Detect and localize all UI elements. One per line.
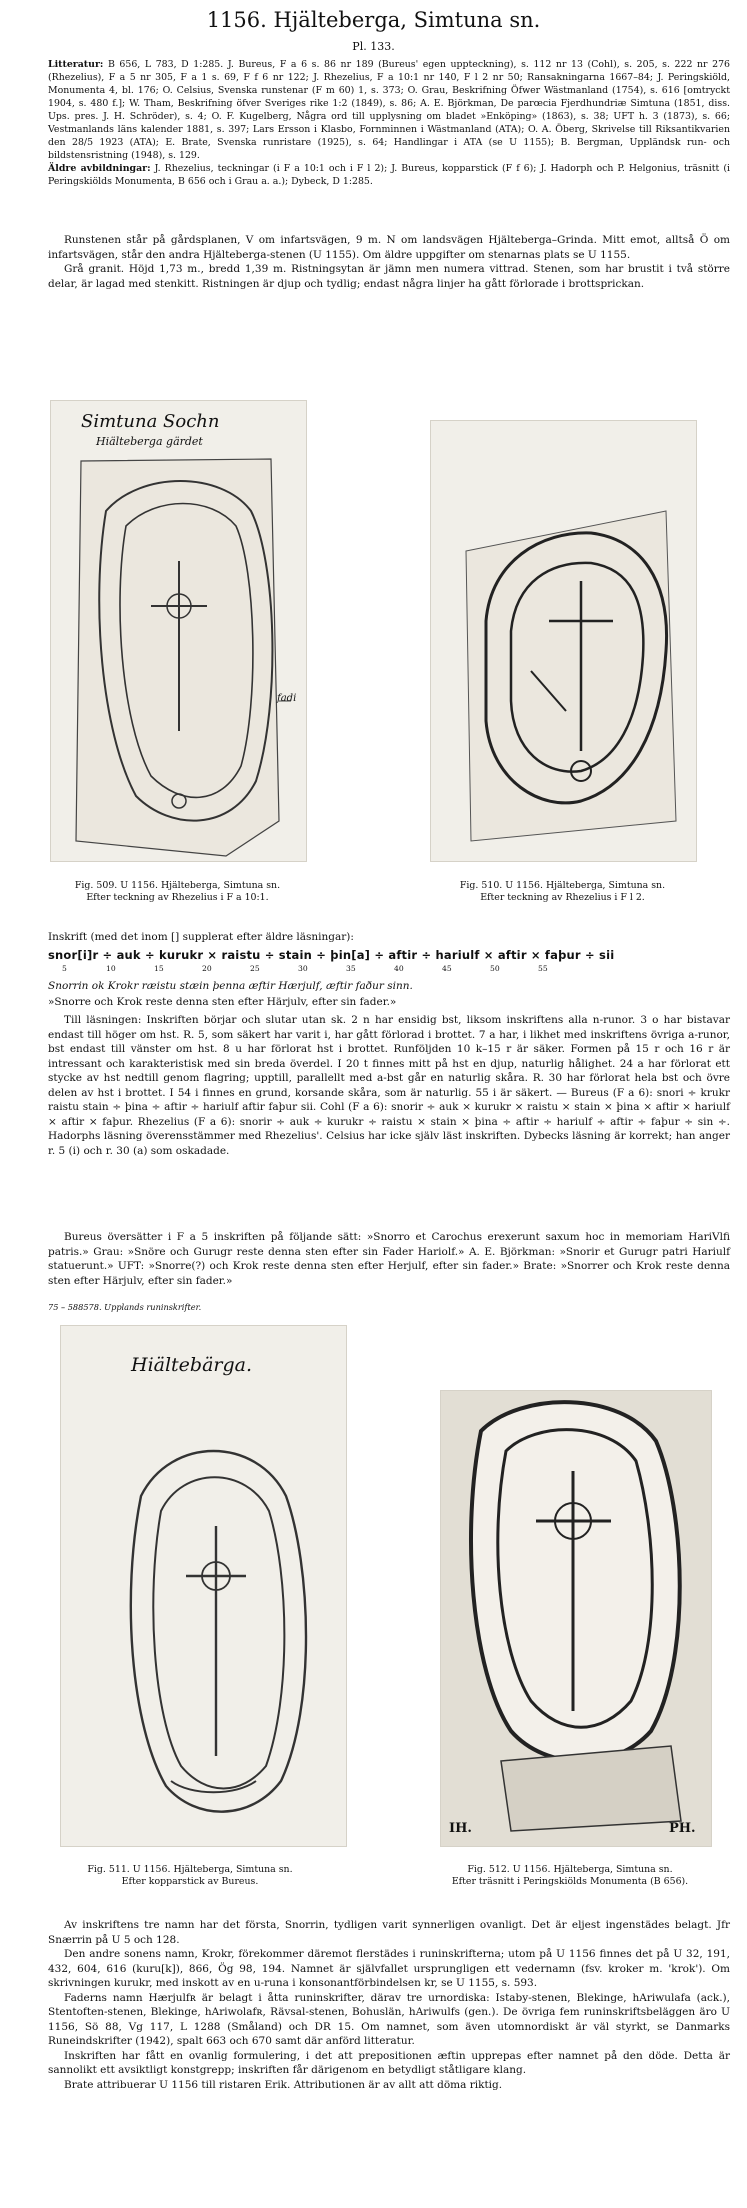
bureus-engraving (61, 1326, 346, 1846)
intro-paragraph: Grå granit. Höjd 1,73 m., bredd 1,39 m. Ristningsytan är jämn men numera vittrad. Stenen, som har brustit i två större delar, är lagad med stenkitt. Ristningen är djup och tydlig; endast några linjer ha gått förlorade i brottsprickan. (48, 263, 730, 290)
caption-line: Fig. 512. U 1156. Hjälteberga, Simtuna sn. (467, 1864, 673, 1875)
closing-paragraph: Den andre sonens namn, Krokr, förekommer däremot flerstädes i runinskrifterna; utom på U 1156 finnes det på U 32, 191, 432, 604, 616 (kuru[k]), 866, Ög 98, 194. Namnet är självfallet ursprungligen ett vedernamn (fsv. kroker m. 'krok'). Om skrivningen kurukr, med inskott av en u-runa i konsonantförbindelsen kr, se U 1155, s. 593. (48, 1948, 730, 1989)
swedish-translation: »Snorre och Krok reste denna sten efter Härjulv, efter sin fader.» (48, 996, 397, 1008)
runic-transliteration: snor[i]r ÷ auk ÷ kurukr × raistu ÷ stain ÷ þin[a] ÷ aftir ÷ hariulf × aftir × faþur ÷ sii (48, 948, 615, 962)
rune-number: 40 (394, 964, 404, 973)
figure-512-caption (420, 1864, 720, 1888)
older-translations: Bureus översätter i F a 5 inskriften på följande sätt: »Snorro et Carochus erexerunt saxum hoc in memoriam HariVlfi patris.» Grau: »Snöre och Gurugr reste denna sten efter sin Fader Hariolf.» A. E. Björkman: »Snorir et Gurugr patri Hariulf statuerunt.» UFT: »Snorre(?) och Krok reste denna sten efter Herjulf, efter sin fader.» Brate: »Snorrer och Krok reste denna sten efter Härjulv, efter sin fader.» (48, 1231, 730, 1287)
rune-number: 5 (62, 964, 67, 973)
literature-label: Litteratur: (48, 59, 104, 70)
engraving-title: Hiältebärga. (131, 1354, 253, 1376)
literature-section (48, 58, 730, 188)
intro-section (48, 233, 730, 291)
figure-511-engraving (60, 1325, 347, 1847)
caption-line: Fig. 509. U 1156. Hjälteberga, Simtuna sn. (74, 880, 281, 891)
figure-511-caption (40, 1864, 340, 1888)
inscription-label: Inskrift (med det inom [] supplerat efter äldre läsningar): (48, 931, 354, 943)
older-images-text: J. Rhezelius, teckningar (i F a 10:1 och i F l 2); J. Bureus, kopparstick (F f 6); J. Hadorph och P. Helgonius, träsnitt (i Peringskiölds Monumenta, B 656 och i Grau a. a.); Dybeck, D 1:285. (48, 163, 730, 187)
older-images-label: Äldre avbildningar: (48, 163, 151, 174)
closing-paragraph: Brate attribuerar U 1156 till ristaren Erik. Attributionen är av allt att döma riktig. (64, 2078, 503, 2091)
caption-line: Fig. 511. U 1156. Hjälteberga, Simtuna sn. (87, 1864, 293, 1875)
page-footer-note: 75 – 588578. Upplands runinskrifter. (48, 1302, 202, 1312)
closing-paragraph: Inskriften har fått en ovanlig formulering, i det att prepositionen æftin upprepas efter namnet på den döde. Detta är sannolikt ett avsiktligt konstgrepp; inskriften får därigenom en betydligt ståtligare klang. (48, 2049, 730, 2076)
figure-509-drawing (50, 400, 307, 862)
reading-commentary: Till läsningen: Inskriften börjar och slutar utan sk. 2 n har ensidig bst, liksom inskriftens alla n-runor. 3 o har bistavar endast till höger om hst. R. 5, som säkert har varit i, har gått förlorad i brottet. 7 a har, i likhet med inskriftens övriga a-runor, bst endast till vänster om hst. 8 u har förlorat hst i brottet. Runföljden 10 k–15 r är säker. Formen på 15 r och 16 r är intressant och karakteristisk med sin breda överdel. I 20 t finnes mitt på hst en djup, naturlig hålighet. 24 a har förlorat ett stycke av hst nedtill genom flagring; upptill, parallellt med a-bst går en naturlig skåra. R. 30 har förlorat hela bst och övre delen av hst i brottet. I 54 i finnes en grund, korsande skåra, som är naturlig. 55 i är säkert. — Bureus (F a 6): snori ÷ krukr raistu stain ÷ þina ÷ aftir ÷ hariulf aftir faþur sii. Cohl (F a 6): snorir ÷ auk × kurukr × raistu × stain × þina × aftir × hariulf × aftir × faþur. Rhezelius (F a 6): snorir ÷ auk ÷ kurukr ÷ raistu × stain × þina ÷ aftir ÷ hariulf ÷ aftir ÷ faþur ÷ sin ÷. Hadorphs läsning överensstämmer med Rhezelius'. Celsius har icke själv läst inskriften. Dybecks läsning är korrekt; han anger r. 5 (i) och r. 30 (a) som oskadade. (48, 1014, 730, 1157)
figure-512-woodcut (440, 1390, 712, 1847)
closing-paragraph: Av inskriftens tre namn har det första, Snorrin, tydligen varit synnerligen ovanligt. Det är eljest ingenstädes belagt. Jfr Snærrin på U 5 och 128. (48, 1919, 730, 1946)
caption-line: Efter träsnitt i Peringskiölds Monumenta (B 656). (451, 1876, 689, 1887)
peringskiold-woodcut (441, 1391, 711, 1846)
caption-line: Efter kopparstick av Bureus. (121, 1876, 259, 1887)
rune-number: 55 (538, 964, 548, 973)
drawing-inscription: Simtuna Sochn (81, 411, 220, 432)
plate-number: Pl. 133. (352, 40, 395, 53)
drawing-side-mark: fadi (277, 693, 297, 704)
rune-number: 25 (250, 964, 260, 973)
rune-number: 10 (106, 964, 116, 973)
caption-line: Efter teckning av Rhezelius i F l 2. (480, 892, 645, 903)
rune-number: 50 (490, 964, 500, 973)
drawing-subtitle: Hiälteberga gärdet (96, 435, 203, 448)
closing-section (48, 1918, 730, 2092)
figure-510-caption (430, 880, 695, 904)
rhezelius-drawing-1 (51, 401, 306, 861)
page-title: 1156. Hjälteberga, Simtuna sn. (206, 8, 541, 32)
rune-number: 35 (346, 964, 356, 973)
woodcut-signature-left: IH. (449, 1821, 472, 1836)
woodcut-signature-right: PH. (669, 1821, 696, 1836)
caption-line: Efter teckning av Rhezelius i F a 10:1. (86, 892, 269, 903)
old-norse-normalization: Snorrin ok Krokr ræistu stæin þenna æftir Hærjulf, æftir faður sinn. (48, 980, 413, 992)
closing-paragraph: Faderns namn Hærjulfʀ är belagt i åtta runinskrifter, därav tre urnordiska: Istaby-stenen, Blekinge, hAriwulafa (ack.), Stentoften-stenen, Blekinge, hAriwolafʀ, Rävsal-stenen, Bohuslän, hAriwulfs (gen.). De övriga fem runinskriftsbeläggen äro U 1156, Sö 88, Vg 117, L 1288 (Småland) och DR 15. Om namnet, som även utomnordiskt är väl styrkt, se Danmarks Runeindskrifter (1942), spalt 663 och 670 samt där anförd litteratur. (48, 1991, 730, 2047)
literature-text: B 656, L 783, D 1:285. J. Bureus, F a 6 s. 86 nr 189 (Bureus' egen uppteckning), s. 112 nr 13 (Cohl), s. 205, s. 222 nr 276 (Rhezelius), F a 5 nr 305, F a 1 s. 69, F f 6 nr 122; J. Rhezelius, F a 10:1 nr 140, F l 2 nr 50; Ransakningarna 1667–84; J. Peringskiöld, Monumenta 4, bl. 176; O. Celsius, Svenska runstenar (F m 60) 1, s. 373; O. Grau, Beskrifning Öfwer Wästmanland (1754), s. 616 [omtryckt 1904, s. 480 f.]; W. Tham, Beskrifning öfver Sveriges rike 1:2 (1849), s. 86; A. E. Björkman, De parœcia Fjerdhundriæ Simtuna (1851, diss. Ups. pres. J. H. Schröder), s. 4; O. F. Kugelberg, Några ord till upplysning om bladet »Enköping» (1863), s. 38; UFT h. 3 (1873), s. 66; Vestmanlands läns kalender 1881, s. 397; Lars Ersson i Klasbo, Fornminnen i Wästmanland (ATA); O. A. Öberg, Skrivelse till Riksantikvarien den 28/5 1923 (ATA); E. Brate, Svenska runristare (1925), s. 64; Handlingar i ATA (se U 1155); B. Bergman, Uppländsk run- och bildstensristning (1948), s. 129. (48, 59, 730, 161)
caption-line: Fig. 510. U 1156. Hjälteberga, Simtuna sn. (459, 880, 666, 891)
rune-number: 20 (202, 964, 212, 973)
figure-510-drawing (430, 420, 697, 862)
rhezelius-drawing-2 (431, 421, 696, 861)
rune-number: 15 (154, 964, 164, 973)
rune-number: 30 (298, 964, 308, 973)
figure-509-caption (40, 880, 315, 904)
rune-number: 45 (442, 964, 452, 973)
intro-paragraph: Runstenen står på gårdsplanen, V om infartsvägen, 9 m. N om landsvägen Hjälteberga–Grinda. Mitt emot, alltså Ö om infartsvägen, står den andra Hjälteberga-stenen (U 1155). Om äldre uppgifter om stenarnas plats se U 1155. (48, 234, 730, 261)
